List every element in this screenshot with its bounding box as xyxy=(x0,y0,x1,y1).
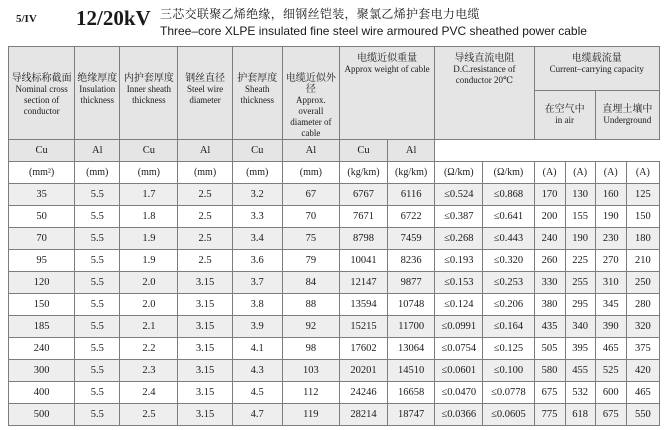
table-cell: 160 xyxy=(595,184,626,206)
table-cell: 3.15 xyxy=(178,294,232,316)
cable-spec-table xyxy=(8,46,660,426)
table-cell: 390 xyxy=(595,316,626,338)
table-cell: 12147 xyxy=(339,272,387,294)
table-cell: ≤0.524 xyxy=(435,184,483,206)
table-cell: 5.5 xyxy=(75,250,120,272)
table-cell: 3.4 xyxy=(232,228,282,250)
table-cell: 330 xyxy=(534,272,565,294)
table-cell: 2.5 xyxy=(178,184,232,206)
table-cell: 103 xyxy=(282,360,339,382)
table-cell: 190 xyxy=(565,228,595,250)
table-cell: 28214 xyxy=(339,404,387,426)
col-header-sheath xyxy=(232,47,282,140)
table-cell: 155 xyxy=(565,206,595,228)
table-cell: ≤0.0470 xyxy=(435,382,483,404)
metal-label-air-al: Al xyxy=(282,140,339,162)
table-cell: 250 xyxy=(626,272,659,294)
table-cell: ≤0.153 xyxy=(435,272,483,294)
table-cell: 200 xyxy=(534,206,565,228)
table-cell: 3.7 xyxy=(232,272,282,294)
table-cell: 3.15 xyxy=(178,360,232,382)
table-cell: 340 xyxy=(565,316,595,338)
table-cell: 225 xyxy=(565,250,595,272)
table-cell: 17602 xyxy=(339,338,387,360)
table-cell: 5.5 xyxy=(75,382,120,404)
table-cell: 9877 xyxy=(388,272,435,294)
unit-cell: (mm) xyxy=(232,162,282,184)
table-cell: 280 xyxy=(626,294,659,316)
table-cell: ≤0.268 xyxy=(435,228,483,250)
table-cell: 580 xyxy=(534,360,565,382)
table-cell: 1.7 xyxy=(120,184,178,206)
col-header-section xyxy=(9,47,75,140)
table-cell: ≤0.387 xyxy=(435,206,483,228)
table-row xyxy=(9,294,660,316)
title-english: Three–core XLPE insulated fine steel wire armoured PVC sheathed power cable xyxy=(160,24,587,38)
table-cell: 525 xyxy=(595,360,626,382)
table-cell: 170 xyxy=(534,184,565,206)
table-cell: 240 xyxy=(534,228,565,250)
unit-cell: (A) xyxy=(626,162,659,184)
unit-cell: (mm) xyxy=(178,162,232,184)
table-cell: 5.5 xyxy=(75,360,120,382)
table-row xyxy=(9,206,660,228)
table-cell: 3.15 xyxy=(178,404,232,426)
table-cell: ≤0.206 xyxy=(483,294,534,316)
table-cell: 11700 xyxy=(388,316,435,338)
unit-cell: (kg/km) xyxy=(388,162,435,184)
table-cell: ≤0.124 xyxy=(435,294,483,316)
table-cell: ≤0.0991 xyxy=(435,316,483,338)
table-cell: 435 xyxy=(534,316,565,338)
col-header-in-air xyxy=(534,91,595,140)
unit-cell: (mm) xyxy=(282,162,339,184)
table-cell: 5.5 xyxy=(75,272,120,294)
table-cell: ≤0.868 xyxy=(483,184,534,206)
table-row xyxy=(9,382,660,404)
table-cell: 2.3 xyxy=(120,360,178,382)
table-cell: 320 xyxy=(626,316,659,338)
unit-cell: (kg/km) xyxy=(339,162,387,184)
table-cell: 1.8 xyxy=(120,206,178,228)
table-cell: 400 xyxy=(9,382,75,404)
table-cell: 3.6 xyxy=(232,250,282,272)
table-cell: 6116 xyxy=(388,184,435,206)
table-cell: 185 xyxy=(9,316,75,338)
table-cell: 7671 xyxy=(339,206,387,228)
col-section-en: Nominal cross section of conductor xyxy=(15,84,68,116)
metal-label-air-cu: Cu xyxy=(232,140,282,162)
table-cell: 5.5 xyxy=(75,184,120,206)
col-underground-en: Underground xyxy=(603,115,652,126)
metal-label-ground-cu: Cu xyxy=(339,140,387,162)
col-sheath-cn: 护套厚度 xyxy=(237,73,278,84)
table-cell: ≤0.253 xyxy=(483,272,534,294)
table-cell: 14510 xyxy=(388,360,435,382)
title-chinese: 三芯交联聚乙烯绝缘，细钢丝铠装，聚氯乙烯护套电力电缆 xyxy=(160,7,480,21)
table-cell: 125 xyxy=(626,184,659,206)
table-cell: 2.1 xyxy=(120,316,178,338)
table-cell: 95 xyxy=(9,250,75,272)
table-cell: 3.8 xyxy=(232,294,282,316)
table-cell: 2.4 xyxy=(120,382,178,404)
table-cell: 345 xyxy=(595,294,626,316)
table-cell: 4.1 xyxy=(232,338,282,360)
table-cell: ≤0.0601 xyxy=(435,360,483,382)
unit-cell: (Ω/km) xyxy=(435,162,483,184)
table-cell: 5.5 xyxy=(75,316,120,338)
col-section-cn: 导线标称截面 xyxy=(11,73,72,84)
table-row xyxy=(9,404,660,426)
table-cell: 4.3 xyxy=(232,360,282,382)
table-cell: ≤0.164 xyxy=(483,316,534,338)
col-wire-en: Steel wire diameter xyxy=(186,84,224,105)
table-cell: 13594 xyxy=(339,294,387,316)
unit-cell: (mm²) xyxy=(9,162,75,184)
table-cell: 3.15 xyxy=(178,272,232,294)
table-cell: 210 xyxy=(626,250,659,272)
unit-cell: (A) xyxy=(595,162,626,184)
table-cell: ≤0.100 xyxy=(483,360,534,382)
table-cell: 120 xyxy=(9,272,75,294)
table-cell: 600 xyxy=(595,382,626,404)
table-cell: 20201 xyxy=(339,360,387,382)
col-weight-cn: 电缆近似重量 xyxy=(357,53,418,64)
table-cell: 618 xyxy=(565,404,595,426)
table-cell: 2.5 xyxy=(178,206,232,228)
table-cell: 18747 xyxy=(388,404,435,426)
table-cell: 675 xyxy=(534,382,565,404)
table-cell: 375 xyxy=(626,338,659,360)
table-cell: 380 xyxy=(534,294,565,316)
col-sheath-en: Sheath thickness xyxy=(240,84,274,105)
col-insulation-cn: 绝缘厚度 xyxy=(77,73,118,84)
table-cell: 310 xyxy=(595,272,626,294)
table-cell: 295 xyxy=(565,294,595,316)
table-cell: 50 xyxy=(9,206,75,228)
unit-cell: (A) xyxy=(565,162,595,184)
table-cell: 112 xyxy=(282,382,339,404)
col-diameter-cn: 电缆近似外径 xyxy=(285,73,336,95)
table-cell: 3.15 xyxy=(178,338,232,360)
table-cell: 3.15 xyxy=(178,382,232,404)
table-cell: ≤0.125 xyxy=(483,338,534,360)
table-cell: 67 xyxy=(282,184,339,206)
table-cell: 10041 xyxy=(339,250,387,272)
col-header-resistance xyxy=(435,47,534,140)
col-current-en: Current–carrying capacity xyxy=(549,64,644,74)
table-cell: ≤0.0605 xyxy=(483,404,534,426)
table-cell: 10748 xyxy=(388,294,435,316)
col-header-wire xyxy=(178,47,232,140)
table-row xyxy=(9,184,660,206)
col-header-underground xyxy=(595,91,659,140)
table-row xyxy=(9,272,660,294)
table-cell: 180 xyxy=(626,228,659,250)
table-cell: 4.7 xyxy=(232,404,282,426)
table-cell: 255 xyxy=(565,272,595,294)
table-cell: 2.0 xyxy=(120,272,178,294)
table-cell: 24246 xyxy=(339,382,387,404)
table-cell: 15215 xyxy=(339,316,387,338)
col-diameter-en: Approx. overall diameter of cable xyxy=(290,95,332,138)
table-cell: 70 xyxy=(282,206,339,228)
table-cell: 150 xyxy=(626,206,659,228)
metal-label-resistance-cu: Cu xyxy=(120,140,178,162)
col-header-insulation xyxy=(75,47,120,140)
col-header-inner-sheath xyxy=(120,47,178,140)
table-cell: 35 xyxy=(9,184,75,206)
table-cell: 5.5 xyxy=(75,404,120,426)
metal-label-resistance-al: Al xyxy=(178,140,232,162)
table-cell: 1.9 xyxy=(120,228,178,250)
table-cell: 98 xyxy=(282,338,339,360)
table-cell: 775 xyxy=(534,404,565,426)
table-row xyxy=(9,250,660,272)
table-cell: 5.5 xyxy=(75,294,120,316)
table-cell: 2.5 xyxy=(178,250,232,272)
table-cell: 675 xyxy=(595,404,626,426)
table-cell: 420 xyxy=(626,360,659,382)
table-cell: 2.5 xyxy=(178,228,232,250)
table-cell: 505 xyxy=(534,338,565,360)
unit-cell: (mm) xyxy=(120,162,178,184)
col-resistance-cn: 导线直流电阻 xyxy=(454,53,515,64)
metal-label-weight-cu: Cu xyxy=(9,140,75,162)
table-cell: 88 xyxy=(282,294,339,316)
table-cell: 119 xyxy=(282,404,339,426)
table-cell: 84 xyxy=(282,272,339,294)
table-cell: 13064 xyxy=(388,338,435,360)
table-cell: 2.2 xyxy=(120,338,178,360)
table-cell: 7459 xyxy=(388,228,435,250)
table-cell: ≤0.0778 xyxy=(483,382,534,404)
unit-cell: (A) xyxy=(534,162,565,184)
table-cell: 532 xyxy=(565,382,595,404)
table-cell: 6767 xyxy=(339,184,387,206)
table-cell: 5.5 xyxy=(75,228,120,250)
table-cell: 16658 xyxy=(388,382,435,404)
col-header-diameter xyxy=(282,47,339,140)
col-insulation-en: Insulation thickness xyxy=(79,84,116,105)
table-cell: 550 xyxy=(626,404,659,426)
table-cell: 2.0 xyxy=(120,294,178,316)
table-cell: 500 xyxy=(9,404,75,426)
table-cell: 6722 xyxy=(388,206,435,228)
page-header xyxy=(0,0,670,46)
table-body xyxy=(9,184,660,426)
table-cell: 4.5 xyxy=(232,382,282,404)
col-inner-sheath-en: Inner sheath thickness xyxy=(126,84,172,105)
col-wire-cn: 钢丝直径 xyxy=(185,73,226,84)
table-cell: 260 xyxy=(534,250,565,272)
table-cell: 270 xyxy=(595,250,626,272)
table-row xyxy=(9,316,660,338)
table-cell: 70 xyxy=(9,228,75,250)
table-cell: 8798 xyxy=(339,228,387,250)
table-row xyxy=(9,338,660,360)
table-cell: 5.5 xyxy=(75,338,120,360)
table-cell: 455 xyxy=(565,360,595,382)
table-cell: 2.5 xyxy=(120,404,178,426)
col-header-current xyxy=(534,47,659,91)
units-row xyxy=(9,162,660,184)
table-cell: 240 xyxy=(9,338,75,360)
col-header-weight xyxy=(339,47,434,140)
table-cell: 3.15 xyxy=(178,316,232,338)
table-cell: 300 xyxy=(9,360,75,382)
table-cell: 130 xyxy=(565,184,595,206)
col-current-cn: 电缆载流量 xyxy=(571,53,622,64)
metal-label-ground-al: Al xyxy=(388,140,435,162)
table-cell: 465 xyxy=(626,382,659,404)
table-cell: 150 xyxy=(9,294,75,316)
table-cell: ≤0.0366 xyxy=(435,404,483,426)
col-in-air-cn: 在空气中 xyxy=(544,104,585,116)
table-cell: ≤0.320 xyxy=(483,250,534,272)
table-cell: 465 xyxy=(595,338,626,360)
table-cell: 79 xyxy=(282,250,339,272)
table-cell: 1.9 xyxy=(120,250,178,272)
table-cell: 190 xyxy=(595,206,626,228)
table-cell: 3.9 xyxy=(232,316,282,338)
col-inner-sheath-cn: 内护套厚度 xyxy=(123,73,174,84)
table-cell: 395 xyxy=(565,338,595,360)
unit-cell: (Ω/km) xyxy=(483,162,534,184)
table-cell: 92 xyxy=(282,316,339,338)
table-cell: 8236 xyxy=(388,250,435,272)
table-row xyxy=(9,228,660,250)
table-cell: 5.5 xyxy=(75,206,120,228)
table-cell: 3.2 xyxy=(232,184,282,206)
col-resistance-en: D.C.resistance of conductor 20℃ xyxy=(453,64,516,85)
unit-cell: (mm) xyxy=(75,162,120,184)
table-cell: 230 xyxy=(595,228,626,250)
col-in-air-en: in air xyxy=(555,115,574,126)
table-cell: ≤0.641 xyxy=(483,206,534,228)
metal-label-weight-al: Al xyxy=(75,140,120,162)
table-cell: ≤0.0754 xyxy=(435,338,483,360)
table-cell: 75 xyxy=(282,228,339,250)
col-underground-cn: 直埋土壤中 xyxy=(602,104,653,116)
table-cell: 3.3 xyxy=(232,206,282,228)
table-cell: ≤0.193 xyxy=(435,250,483,272)
table-row xyxy=(9,360,660,382)
col-weight-en: Approx weight of cable xyxy=(344,64,430,74)
section-code: 5/IV xyxy=(16,13,37,25)
voltage-rating: 12/20kV xyxy=(76,6,151,30)
table-cell: ≤0.443 xyxy=(483,228,534,250)
